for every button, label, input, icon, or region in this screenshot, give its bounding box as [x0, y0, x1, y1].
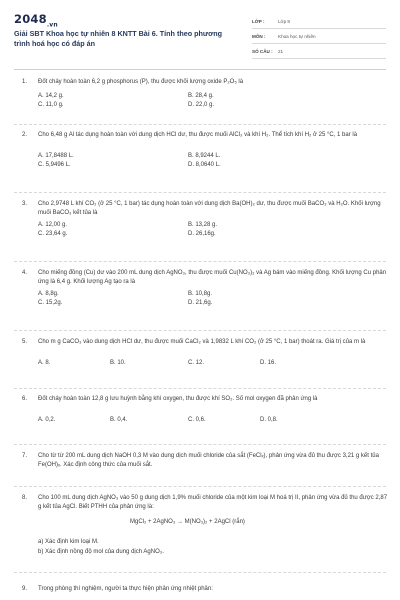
question-number: 9.: [22, 586, 28, 592]
sub-question-b: b) Xác định nồng độ mol của dung dịch AgNO₃.: [38, 549, 164, 555]
option-c[interactable]: C. 0,6.: [188, 417, 206, 423]
subject-label: MÔN :: [252, 33, 266, 39]
option-b[interactable]: B. 8,9244 L.: [188, 153, 221, 159]
option-b[interactable]: B. 0,4.: [110, 417, 128, 423]
question-number: 5.: [22, 339, 28, 345]
option-c[interactable]: C. 12.: [188, 360, 205, 366]
count-label: SỐ CÂU :: [252, 48, 273, 54]
question-number: 6.: [22, 396, 28, 402]
option-a[interactable]: A. 12,00 g.: [38, 222, 68, 228]
option-b[interactable]: B. 13,28 g.: [188, 222, 218, 228]
option-d[interactable]: D. 16.: [260, 360, 277, 366]
question-text: Cho m g CaCO₃ vào dung dịch HCl dư, thu được muối CaCl₂ và 1,9832 L khí CO₂ (ở 25 °C, 1 bar) thoát ra. Giá trị của m là: [38, 339, 366, 345]
question-separator: [14, 330, 386, 331]
option-d[interactable]: D. 0,8.: [260, 417, 278, 423]
question-text: Đốt cháy hoàn toàn 12,8 g lưu huỳnh bằng khí oxygen, thu được khí SO₂. Số mol oxygen đã phản ứng là: [38, 396, 318, 402]
question-text: Cho từ từ 200 mL dung dịch NaOH 0,3 M vào dung dịch muối chloride của sắt (FeClₓ), phản ứng vừa đủ thu được 3,21 g kết tủa Fe(OH)ₓ. Xác định công thức của muối sắt.: [38, 453, 379, 469]
question-number: 3.: [22, 201, 28, 207]
option-a[interactable]: A. 17,8488 L.: [38, 153, 74, 159]
option-d[interactable]: D. 21,6g.: [188, 300, 213, 306]
count-value: 21: [278, 48, 284, 54]
site-logo[interactable]: [14, 12, 58, 28]
logo-suffix: .vn: [46, 21, 58, 29]
option-b[interactable]: B. 28,4 g.: [188, 93, 214, 99]
question-number: 4.: [22, 270, 28, 276]
meta-row-subject: [252, 29, 386, 44]
option-a[interactable]: A. 14,2 g.: [38, 93, 64, 99]
question-text: Trong phòng thí nghiệm, người ta thực hiện phản ứng nhiệt phân:: [38, 586, 213, 592]
option-b[interactable]: B. 10,8g.: [188, 291, 213, 297]
option-d[interactable]: D. 26,16g.: [188, 231, 216, 237]
option-c[interactable]: C. 11,0 g.: [38, 102, 64, 108]
question-text: Cho miếng đồng (Cu) dư vào 200 mL dung dịch AgNO₃, thu được muối Cu(NO₃)₂ và Ag bám vào miếng đồng. Khối lượng Cu phản ứng là 6,4 g. Khối lượng Ag tạo ra là: [38, 270, 387, 286]
option-a[interactable]: A. 8,8g.: [38, 291, 59, 297]
question-separator: [14, 444, 386, 445]
option-c[interactable]: C. 15,2g.: [38, 300, 63, 306]
class-value: Lớp 8: [278, 18, 290, 24]
option-a[interactable]: A. 8.: [38, 360, 51, 366]
meta-row-class: [252, 14, 386, 29]
option-a[interactable]: A. 0,2.: [38, 417, 56, 423]
question-separator: [14, 124, 386, 125]
option-c[interactable]: C. 5,9496 L.: [38, 162, 71, 168]
question-separator: [14, 261, 386, 262]
class-label: LỚP :: [252, 18, 265, 24]
meta-info-box: [252, 14, 386, 59]
sub-question-a: a) Xác định kim loại M.: [38, 539, 99, 545]
question-number: 7.: [22, 453, 28, 459]
option-c[interactable]: C. 23,64 g.: [38, 231, 68, 237]
question-number: 2.: [22, 132, 28, 138]
question-text: Đốt cháy hoàn toàn 6,2 g phosphorus (P), thu được khối lượng oxide P₂O₅ là: [38, 79, 244, 85]
question-separator: [14, 388, 386, 389]
page-header: [0, 0, 400, 58]
question-number: 8.: [22, 495, 28, 501]
question-text: Cho 6,48 g Al tác dụng hoàn toàn với dung dịch HCl dư, thu được muối AlCl₃ và khí H₂. Thể tích khí H₂ ở 25 °C, 1 bar là: [38, 132, 358, 138]
logo-text: 2048: [14, 12, 47, 26]
reaction-equation: MgCl₂ + 2AgNO₃ → M(NO₃)₂ + 2AgCl (rắn): [130, 519, 245, 525]
page-title: Giải SBT Khoa học tự nhiên 8 KNTT Bài 6. Tính theo phương trình hoá học có đáp án: [14, 29, 222, 48]
question-separator: [14, 486, 386, 487]
question-separator: [14, 572, 386, 573]
option-d[interactable]: D. 22,0 g.: [188, 102, 215, 108]
option-d[interactable]: D. 8,0640 L.: [188, 162, 221, 168]
subject-value: Khoa học tự nhiên: [278, 33, 316, 39]
meta-row-count: [252, 44, 386, 59]
header-divider: [14, 69, 386, 70]
question-number: 1.: [22, 79, 28, 85]
question-text: Cho 2,9748 L khí CO₂ (ở 25 °C, 1 bar) tác dụng hoàn toàn với dung dịch Ba(OH)₂ dư, thu được muối BaCO₃ và H₂O. Khối lượng muối BaCO₃ kết tủa là: [38, 201, 381, 217]
option-b[interactable]: B. 10.: [110, 360, 126, 366]
question-separator: [14, 192, 386, 193]
question-text: Cho 100 mL dung dịch AgNO₃ vào 50 g dung dịch 1,9% muối chloride của một kim loại M hoá trị II, phản ứng vừa đủ thu được 2,87 g kết tủa AgCl. Biết PTHH của phản ứng là:: [38, 495, 388, 511]
